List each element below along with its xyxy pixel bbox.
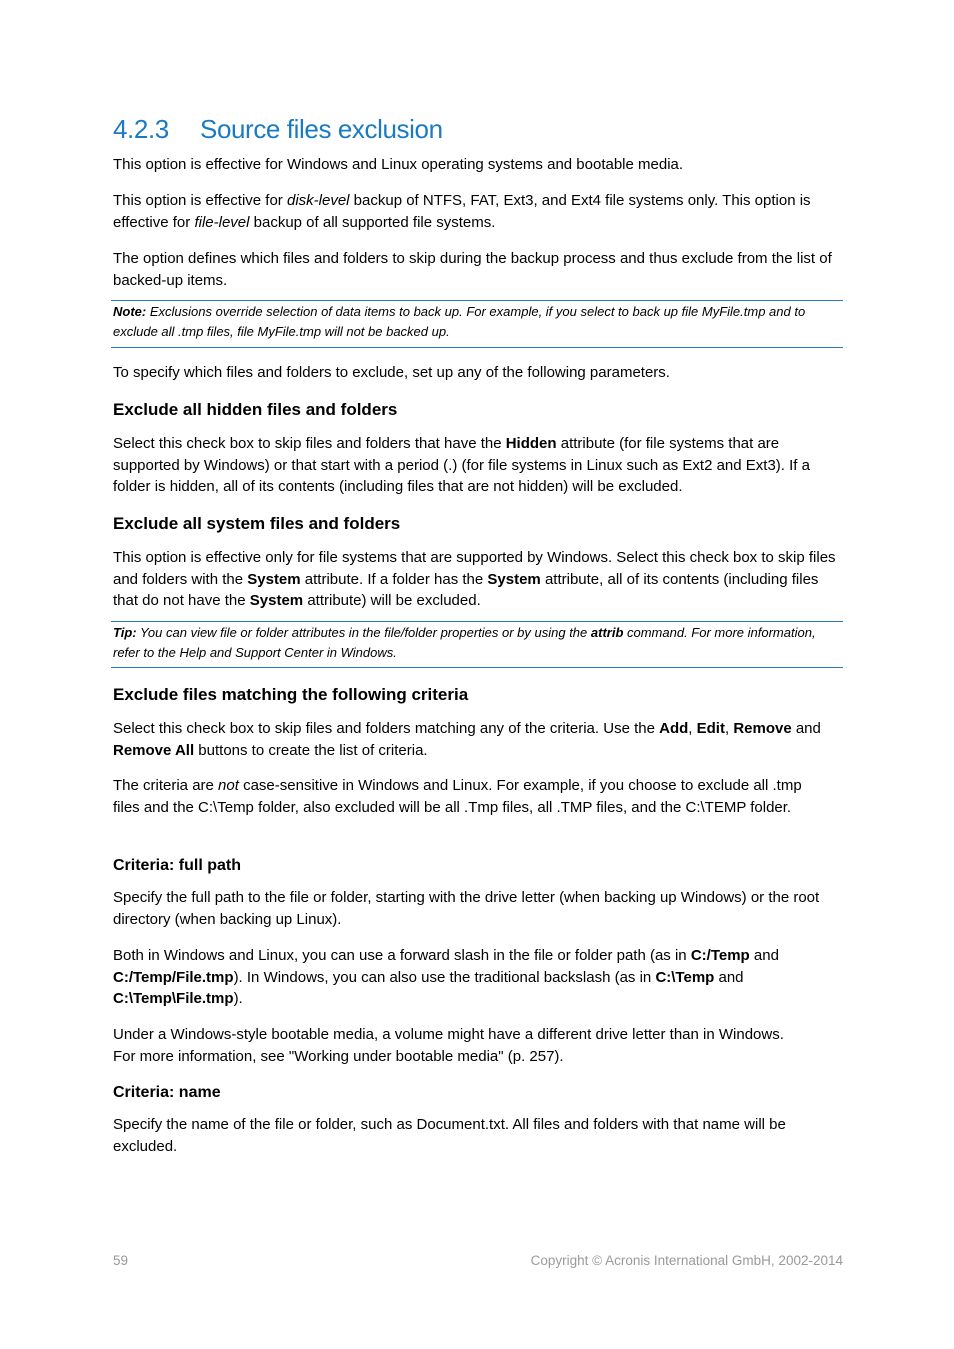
- intro-paragraph-3: The option defines which files and folders to skip during the backup process and thus exclude from the list of backed-up items.: [113, 250, 832, 289]
- full-path-paragraph-2: Both in Windows and Linux, you can use a forward slash in the file or folder path (as in C:/Temp and C:/Temp/File.tmp). In Windows, you can also use the traditional backslash (as in C:\Temp and C:\Temp\File.tmp).: [113, 947, 779, 1007]
- hidden-heading: Exclude all hidden files and folders: [113, 400, 398, 419]
- section-heading: [113, 110, 443, 148]
- tip-label: Tip:: [113, 625, 137, 640]
- specify-paragraph: To specify which files and folders to exclude, set up any of the following parameters.: [113, 364, 670, 381]
- system-heading: Exclude all system files and folders: [113, 514, 401, 533]
- name-paragraph: Specify the name of the file or folder, such as Document.txt. All files and folders with that name will be excluded.: [113, 1116, 786, 1155]
- copyright-notice: Copyright © Acronis International GmbH, 2002-2014: [530, 1253, 843, 1268]
- hidden-paragraph: Select this check box to skip files and folders that have the Hidden attribute (for file systems that are supported by Windows) or that start with a period (.) (for file systems in Linux such as Ext2 and Ext3). If a folder is hidden, all of its contents (including files that are not hidden) will be excluded.: [113, 435, 810, 495]
- name-heading: Criteria: name: [113, 1084, 221, 1101]
- criteria-paragraph-2: The criteria are not case-sensitive in Windows and Linux. For example, if you choose to exclude all .tmp files and the C:\Temp folder, also excluded will be all .Tmp files, all .TMP files, and the C:\TEMP folder.: [113, 777, 802, 816]
- criteria-heading: Exclude files matching the following criteria: [113, 685, 469, 704]
- tip-box: Tip: You can view file or folder attributes in the file/folder properties or by using the attrib command. For more information, refer to the Help and Support Center in Windows.: [111, 621, 843, 668]
- note-label: Note:: [113, 304, 147, 319]
- intro-paragraph-1: This option is effective for Windows and Linux operating systems and bootable media.: [113, 156, 684, 173]
- full-path-heading: Criteria: full path: [113, 857, 242, 874]
- criteria-paragraph-1: Select this check box to skip files and folders matching any of the criteria. Use the Add, Edit, Remove and Remove All buttons to create the list of criteria.: [113, 720, 821, 759]
- attrib-command: attrib: [590, 625, 624, 640]
- full-path-paragraph-1: Specify the full path to the file or folder, starting with the drive letter (when backing up Windows) or the root directory (when backing up Linux).: [113, 889, 820, 928]
- page-number: 59: [113, 1253, 129, 1268]
- intro-paragraph-2: This option is effective for disk-level backup of NTFS, FAT, Ext3, and Ext4 file systems only. This option is effective for file-level backup of all supported file systems.: [113, 192, 811, 231]
- full-path-paragraph-3: Under a Windows-style bootable media, a volume might have a different drive letter than in Windows. For more information, see "Working under bootable media" (p. 257).: [113, 1026, 784, 1065]
- system-paragraph: This option is effective only for file systems that are supported by Windows. Select this check box to skip files and folders with the System attribute. If a folder has the System attribute, all of its contents (including files that do not have the System attribute) will be excluded.: [113, 549, 836, 609]
- section-number: 4.2.3: [113, 114, 169, 144]
- section-title: Source files exclusion: [200, 114, 443, 144]
- note-text: Exclusions override selection of data items to back up. For example, if you select to back up file MyFile.tmp and to exclude all .tmp files, file MyFile.tmp will not be backed up.: [113, 304, 806, 339]
- note-box: [111, 300, 843, 348]
